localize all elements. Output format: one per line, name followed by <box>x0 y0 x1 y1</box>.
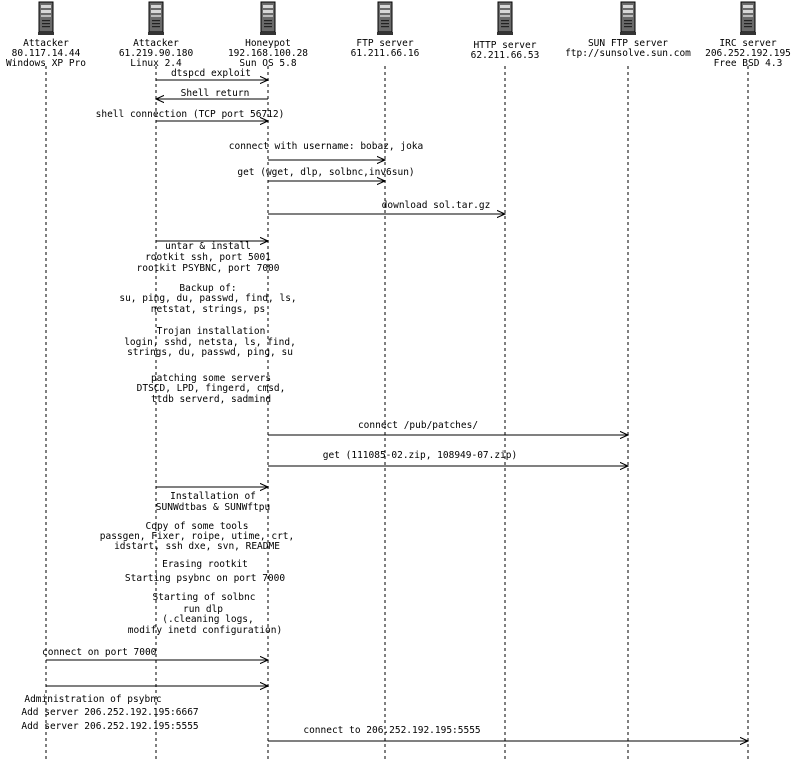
message-label: dtspcd exploit <box>170 68 252 79</box>
note-line: SUNWdtbas & SUNWftpu <box>155 502 271 513</box>
host-label: FTP server <box>356 38 414 49</box>
server-icon <box>377 2 393 35</box>
note-line: (.cleaning logs, <box>162 614 254 625</box>
note-line: Copy of some tools <box>145 521 249 532</box>
note-line: Installation of <box>170 491 256 502</box>
host-address: 206.252.192.195 <box>705 48 791 59</box>
note-line: rootkit ssh, port 5001 <box>145 252 271 263</box>
host-os: Linux 2.4 <box>130 58 182 69</box>
note-line: rootkit PSYBNC, port 7000 <box>136 263 280 274</box>
host-address: 61.211.66.16 <box>350 48 420 59</box>
message-label: connect to 206.252.192.195:5555 <box>303 725 481 736</box>
host-label: IRC server <box>719 38 777 49</box>
host-node <box>119 2 194 69</box>
message-label: connect on port 7000 <box>42 647 157 658</box>
host-node <box>705 2 791 69</box>
note-line: login, sshd, netsta, ls, find, <box>124 337 296 348</box>
host-label: SUN FTP server <box>587 38 669 49</box>
host-label: Attacker <box>133 38 179 49</box>
note-line: su, ping, du, passwd, find, ls, <box>119 293 297 304</box>
host-label: Honeypot <box>245 38 291 49</box>
server-icon <box>148 2 164 35</box>
host-node <box>351 2 420 59</box>
host-label: Attacker <box>23 38 69 49</box>
server-icon <box>620 2 636 35</box>
host-node <box>565 2 691 59</box>
host-address: 192.168.100.28 <box>227 48 309 59</box>
note-line: Erasing rootkit <box>162 559 248 570</box>
host-node <box>228 2 308 69</box>
server-icon <box>260 2 276 35</box>
message-label: connect /pub/patches/ <box>357 420 479 431</box>
server-icon <box>38 2 54 35</box>
message-label: shell connection (TCP port 56712) <box>95 109 285 120</box>
host-address: 80.117.14.44 <box>11 48 81 59</box>
message-label: connect with username: bobaz, joka <box>228 141 424 152</box>
note-line: Starting of solbnc <box>152 592 256 603</box>
note-line: Starting psybnc on port 7000 <box>124 573 286 584</box>
note-line: Add server 206.252.192.195:6667 <box>21 707 199 718</box>
host-os: Sun OS 5.8 <box>239 58 297 69</box>
note-line: Trojan installation <box>156 326 266 337</box>
server-icon <box>740 2 756 35</box>
note-line: run dlp <box>182 604 224 615</box>
note-line: netstat, strings, ps <box>150 304 266 315</box>
host-node <box>6 2 86 69</box>
note-line: modify inetd configuration) <box>127 625 283 636</box>
note-line: untar & install <box>165 241 251 252</box>
host-os: Windows XP Pro <box>5 58 87 69</box>
message-label: Shell return <box>180 88 250 99</box>
host-address: 61.219.90.180 <box>118 48 194 59</box>
note-line: ttdb serverd, sadmind <box>150 394 272 405</box>
note-line: DTSCD, LPD, fingerd, cmsd, <box>136 383 286 394</box>
host-label: HTTP server <box>473 40 537 51</box>
note-line: patching some servers <box>150 373 272 384</box>
host-address: ftp://sunsolve.sun.com <box>565 48 691 59</box>
host-address: 62.211.66.53 <box>470 50 540 61</box>
server-icon <box>497 2 513 35</box>
note-line: strings, du, passwd, ping, su <box>127 347 293 358</box>
note-line: Add server 206.252.192.195:5555 <box>21 721 199 732</box>
host-os: Free BSD 4.3 <box>713 58 783 69</box>
note-line: Backup of: <box>179 283 237 294</box>
host-node <box>471 2 540 61</box>
message-label: get (wget, dlp, solbnc,inv6sun) <box>237 167 415 178</box>
message-label: download sol.tar.gz <box>381 200 491 211</box>
note-line: idstart, ssh dxe, svn, README <box>114 541 280 552</box>
message-label: get (111085-02.zip, 108949-07.zip) <box>322 450 518 461</box>
note-line: Administration of psybnc <box>24 694 162 705</box>
note-line: passgen, Fixer, roipe, utime, crt, <box>99 531 295 542</box>
